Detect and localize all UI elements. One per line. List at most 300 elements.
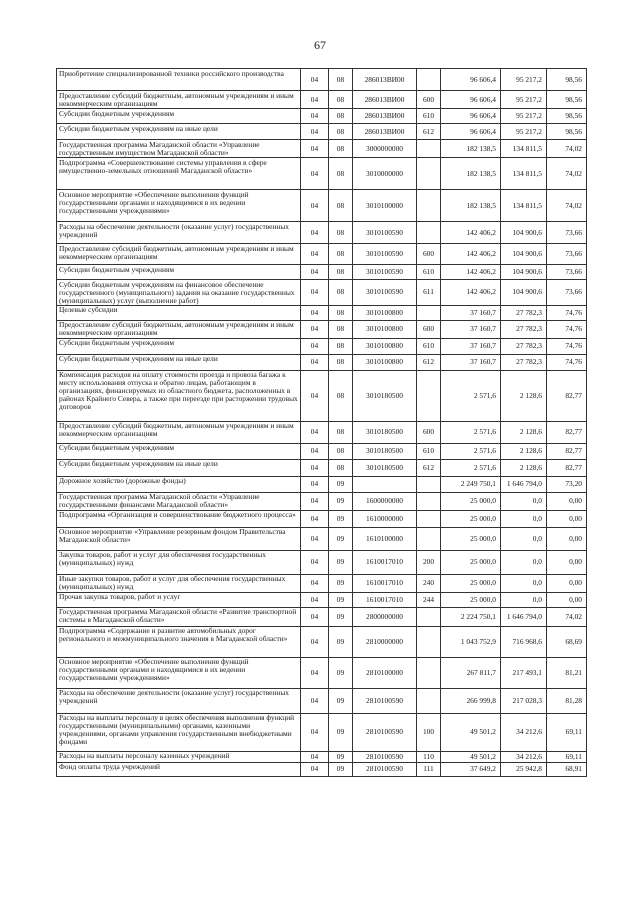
cell-subsection: 09 xyxy=(329,688,353,713)
cell-subsection: 09 xyxy=(329,550,353,574)
cell-name: Расходы на выплаты персоналу в целях обеспечения выполнения функций государственными (муниципальными) органами, казенными учреждениями, органами управления государственными внебюджетными фондами xyxy=(57,713,301,751)
cell-section: 04 xyxy=(301,476,329,492)
table-row xyxy=(57,751,587,762)
cell-subsection: 08 xyxy=(329,338,353,354)
cell-subsection: 08 xyxy=(329,370,353,421)
cell-executed: 27 782,3 xyxy=(501,305,547,320)
cell-planned: 142 406,2 xyxy=(441,265,501,280)
cell-planned: 25 000,0 xyxy=(441,574,501,592)
cell-subsection: 09 xyxy=(329,476,353,492)
cell-planned: 2 571,6 xyxy=(441,370,501,421)
cell-percent: 73,66 xyxy=(547,244,587,265)
cell-planned: 2 571,6 xyxy=(441,443,501,459)
cell-target-article: 2810100590 xyxy=(353,688,417,713)
cell-section: 04 xyxy=(301,222,329,244)
cell-name: Подпрограмма «Совершенствование системы управления в сфере имущественно-земельных отношений Магаданской области» xyxy=(57,158,301,190)
cell-expense-type: 611 xyxy=(417,280,441,306)
cell-target-article: 3010100590 xyxy=(353,280,417,306)
cell-section: 04 xyxy=(301,354,329,370)
cell-expense-type xyxy=(417,527,441,550)
cell-executed: 27 782,3 xyxy=(501,354,547,370)
cell-percent: 74,02 xyxy=(547,190,587,222)
budget-table xyxy=(56,68,587,777)
cell-executed: 134 811,5 xyxy=(501,158,547,190)
cell-subsection: 08 xyxy=(329,354,353,370)
table-row xyxy=(57,527,587,550)
table-row xyxy=(57,688,587,713)
cell-section: 04 xyxy=(301,713,329,751)
cell-planned: 96 606,4 xyxy=(441,109,501,124)
cell-executed: 34 212,6 xyxy=(501,751,547,762)
cell-name: Государственная программа Магаданской области «Развитие транспортной системы в Магаданской области» xyxy=(57,607,301,626)
cell-expense-type: 600 xyxy=(417,91,441,109)
cell-name: Закупка товаров, работ и услуг для обеспечения государственных (муниципальных) нужд xyxy=(57,550,301,574)
cell-subsection: 09 xyxy=(329,626,353,657)
cell-executed: 1 646 794,0 xyxy=(501,607,547,626)
cell-expense-type xyxy=(417,158,441,190)
cell-target-article: 286013ВИ00 xyxy=(353,91,417,109)
cell-target-article: 3010100800 xyxy=(353,305,417,320)
cell-expense-type: 610 xyxy=(417,109,441,124)
cell-target-article: 286013ВИ00 xyxy=(353,109,417,124)
cell-target-article: 3010100590 xyxy=(353,222,417,244)
cell-target-article: 3010100590 xyxy=(353,265,417,280)
cell-executed: 27 782,3 xyxy=(501,320,547,338)
cell-percent: 0,00 xyxy=(547,492,587,510)
cell-planned: 96 606,4 xyxy=(441,91,501,109)
cell-name: Подпрограмма «Содержание и развитие автомобильных дорог регионального и межмуниципального значения в Магаданской области» xyxy=(57,626,301,657)
cell-planned: 37 160,7 xyxy=(441,320,501,338)
cell-subsection: 08 xyxy=(329,265,353,280)
cell-target-article: 2810000000 xyxy=(353,626,417,657)
cell-subsection: 09 xyxy=(329,574,353,592)
cell-percent: 74,02 xyxy=(547,140,587,158)
cell-subsection: 09 xyxy=(329,762,353,776)
cell-executed: 2 128,6 xyxy=(501,370,547,421)
cell-percent: 81,28 xyxy=(547,688,587,713)
cell-executed: 217 493,1 xyxy=(501,657,547,688)
cell-percent: 74,76 xyxy=(547,338,587,354)
table-row xyxy=(57,305,587,320)
cell-section: 04 xyxy=(301,607,329,626)
cell-subsection: 08 xyxy=(329,443,353,459)
cell-name: Дорожное хозяйство (дорожные фонды) xyxy=(57,476,301,492)
cell-percent: 74,76 xyxy=(547,305,587,320)
cell-section: 04 xyxy=(301,527,329,550)
cell-expense-type xyxy=(417,222,441,244)
cell-subsection: 08 xyxy=(329,140,353,158)
cell-expense-type: 100 xyxy=(417,713,441,751)
cell-target-article: 3010100800 xyxy=(353,354,417,370)
cell-name: Субсидии бюджетным учреждениям xyxy=(57,109,301,124)
cell-percent: 98,56 xyxy=(547,91,587,109)
cell-executed: 716 968,6 xyxy=(501,626,547,657)
cell-name: Субсидии бюджетным учреждениям xyxy=(57,443,301,459)
cell-target-article xyxy=(353,476,417,492)
cell-executed: 104 900,6 xyxy=(501,244,547,265)
cell-subsection: 09 xyxy=(329,492,353,510)
cell-section: 04 xyxy=(301,688,329,713)
cell-percent: 74,76 xyxy=(547,320,587,338)
cell-expense-type: 240 xyxy=(417,574,441,592)
cell-percent: 68,69 xyxy=(547,626,587,657)
table-row xyxy=(57,109,587,124)
cell-percent: 98,56 xyxy=(547,109,587,124)
cell-planned: 182 138,5 xyxy=(441,158,501,190)
table-row xyxy=(57,550,587,574)
table-row xyxy=(57,421,587,443)
cell-section: 04 xyxy=(301,574,329,592)
cell-section: 04 xyxy=(301,265,329,280)
cell-target-article: 3010180500 xyxy=(353,459,417,476)
cell-expense-type xyxy=(417,510,441,527)
table-row xyxy=(57,320,587,338)
cell-executed: 2 128,6 xyxy=(501,443,547,459)
cell-planned: 142 406,2 xyxy=(441,244,501,265)
cell-subsection: 08 xyxy=(329,91,353,109)
cell-name: Приобретение специализированной техники российского производства xyxy=(57,69,301,91)
cell-expense-type: 612 xyxy=(417,354,441,370)
cell-expense-type: 610 xyxy=(417,443,441,459)
cell-section: 04 xyxy=(301,762,329,776)
cell-subsection: 08 xyxy=(329,421,353,443)
cell-percent: 73,66 xyxy=(547,222,587,244)
table-row xyxy=(57,492,587,510)
cell-planned: 182 138,5 xyxy=(441,190,501,222)
cell-percent: 0,00 xyxy=(547,574,587,592)
cell-subsection: 08 xyxy=(329,244,353,265)
cell-subsection: 09 xyxy=(329,592,353,607)
cell-percent: 82,77 xyxy=(547,421,587,443)
cell-expense-type: 600 xyxy=(417,421,441,443)
cell-executed: 2 128,6 xyxy=(501,459,547,476)
cell-target-article: 1610017010 xyxy=(353,550,417,574)
cell-name: Государственная программа Магаданской области «Управление государственными финансами Магаданской области» xyxy=(57,492,301,510)
table-row xyxy=(57,592,587,607)
cell-section: 04 xyxy=(301,305,329,320)
cell-target-article: 3010100590 xyxy=(353,244,417,265)
cell-name: Фонд оплаты труда учреждений xyxy=(57,762,301,776)
cell-section: 04 xyxy=(301,459,329,476)
cell-target-article: 3010180500 xyxy=(353,443,417,459)
cell-section: 04 xyxy=(301,69,329,91)
cell-planned: 37 160,7 xyxy=(441,338,501,354)
cell-percent: 98,56 xyxy=(547,69,587,91)
cell-section: 04 xyxy=(301,109,329,124)
cell-expense-type: 110 xyxy=(417,751,441,762)
cell-expense-type: 610 xyxy=(417,265,441,280)
cell-section: 04 xyxy=(301,244,329,265)
cell-expense-type xyxy=(417,190,441,222)
cell-percent: 68,91 xyxy=(547,762,587,776)
cell-executed: 104 900,6 xyxy=(501,280,547,306)
table-row xyxy=(57,158,587,190)
cell-executed: 27 782,3 xyxy=(501,338,547,354)
cell-percent: 69,11 xyxy=(547,751,587,762)
cell-name: Основное мероприятие «Обеспечение выполнения функций государственными органами и находящимися в их ведении государственными учреждениями» xyxy=(57,190,301,222)
cell-percent: 74,02 xyxy=(547,158,587,190)
table-row xyxy=(57,476,587,492)
cell-percent: 98,56 xyxy=(547,124,587,140)
cell-percent: 82,77 xyxy=(547,459,587,476)
cell-percent: 73,66 xyxy=(547,265,587,280)
cell-target-article: 1600000000 xyxy=(353,492,417,510)
cell-name: Субсидии бюджетным учреждениям xyxy=(57,338,301,354)
cell-target-article: 1610000000 xyxy=(353,510,417,527)
cell-planned: 25 000,0 xyxy=(441,527,501,550)
table-row xyxy=(57,354,587,370)
cell-planned: 266 999,8 xyxy=(441,688,501,713)
cell-planned: 49 501,2 xyxy=(441,751,501,762)
cell-section: 04 xyxy=(301,421,329,443)
cell-section: 04 xyxy=(301,550,329,574)
cell-name: Расходы на обеспечение деятельности (оказание услуг) государственных учреждений xyxy=(57,222,301,244)
cell-percent: 0,00 xyxy=(547,592,587,607)
cell-target-article: 2810100590 xyxy=(353,762,417,776)
cell-subsection: 08 xyxy=(329,305,353,320)
cell-expense-type: 600 xyxy=(417,320,441,338)
cell-planned: 96 606,4 xyxy=(441,124,501,140)
cell-executed: 0,0 xyxy=(501,550,547,574)
cell-executed: 134 811,5 xyxy=(501,140,547,158)
cell-subsection: 09 xyxy=(329,607,353,626)
page-number: 67 xyxy=(314,38,326,52)
cell-section: 04 xyxy=(301,370,329,421)
cell-name: Предоставление субсидий бюджетным, автономным учреждениям и иным некоммерческим организациям xyxy=(57,244,301,265)
cell-target-article: 3010000000 xyxy=(353,158,417,190)
cell-planned: 2 571,6 xyxy=(441,459,501,476)
table-row xyxy=(57,140,587,158)
table-row xyxy=(57,69,587,91)
cell-section: 04 xyxy=(301,443,329,459)
cell-executed: 1 646 794,0 xyxy=(501,476,547,492)
cell-name: Расходы на обеспечение деятельности (оказание услуг) государственных учреждений xyxy=(57,688,301,713)
cell-percent: 73,20 xyxy=(547,476,587,492)
cell-name: Иные закупки товаров, работ и услуг для обеспечения государственных (муниципальных) нужд xyxy=(57,574,301,592)
table-row xyxy=(57,244,587,265)
cell-planned: 37 160,7 xyxy=(441,305,501,320)
cell-percent: 0,00 xyxy=(547,527,587,550)
table-row xyxy=(57,459,587,476)
cell-percent: 74,02 xyxy=(547,607,587,626)
cell-expense-type xyxy=(417,476,441,492)
cell-target-article: 2810100590 xyxy=(353,713,417,751)
table-row xyxy=(57,657,587,688)
table-row xyxy=(57,626,587,657)
cell-planned: 37 649,2 xyxy=(441,762,501,776)
cell-subsection: 08 xyxy=(329,280,353,306)
cell-section: 04 xyxy=(301,338,329,354)
cell-name: Субсидии бюджетным учреждениям на финансовое обеспечение государственного (муниципального) задания на оказание государственных (муниципальных) услуг (выполнение работ) xyxy=(57,280,301,306)
table-row xyxy=(57,265,587,280)
cell-subsection: 08 xyxy=(329,190,353,222)
cell-expense-type: 612 xyxy=(417,124,441,140)
cell-executed: 95 217,2 xyxy=(501,91,547,109)
cell-planned: 2 571,6 xyxy=(441,421,501,443)
cell-name: Государственная программа Магаданской области «Управление государственным имуществом Магаданской области» xyxy=(57,140,301,158)
cell-planned: 25 000,0 xyxy=(441,492,501,510)
cell-executed: 0,0 xyxy=(501,527,547,550)
cell-executed: 134 811,5 xyxy=(501,190,547,222)
cell-percent: 82,77 xyxy=(547,443,587,459)
cell-name: Предоставление субсидий бюджетным, автономным учреждениям и иным некоммерческим организациям xyxy=(57,320,301,338)
cell-planned: 142 406,2 xyxy=(441,222,501,244)
cell-executed: 0,0 xyxy=(501,510,547,527)
cell-name: Подпрограмма «Организация и совершенствование бюджетного процесса» xyxy=(57,510,301,527)
cell-planned: 96 606,4 xyxy=(441,69,501,91)
cell-executed: 95 217,2 xyxy=(501,124,547,140)
cell-executed: 104 900,6 xyxy=(501,265,547,280)
cell-name: Субсидии бюджетным учреждениям на иные цели xyxy=(57,459,301,476)
table-row xyxy=(57,124,587,140)
cell-section: 04 xyxy=(301,320,329,338)
cell-expense-type: 111 xyxy=(417,762,441,776)
cell-planned: 37 160,7 xyxy=(441,354,501,370)
cell-planned: 182 138,5 xyxy=(441,140,501,158)
cell-expense-type xyxy=(417,657,441,688)
cell-planned: 1 043 752,9 xyxy=(441,626,501,657)
cell-target-article: 286013ВИ00 xyxy=(353,69,417,91)
cell-expense-type: 610 xyxy=(417,338,441,354)
cell-subsection: 08 xyxy=(329,69,353,91)
cell-section: 04 xyxy=(301,91,329,109)
cell-executed: 0,0 xyxy=(501,574,547,592)
cell-expense-type xyxy=(417,370,441,421)
cell-expense-type: 200 xyxy=(417,550,441,574)
cell-percent: 69,11 xyxy=(547,713,587,751)
cell-expense-type xyxy=(417,305,441,320)
cell-target-article: 286013ВИ00 xyxy=(353,124,417,140)
cell-expense-type xyxy=(417,607,441,626)
cell-expense-type: 600 xyxy=(417,244,441,265)
cell-name: Предоставление субсидий бюджетным, автономным учреждениям и иным некоммерческим организациям xyxy=(57,91,301,109)
cell-subsection: 09 xyxy=(329,510,353,527)
table-row xyxy=(57,607,587,626)
table-row xyxy=(57,190,587,222)
cell-target-article: 2800000000 xyxy=(353,607,417,626)
cell-section: 04 xyxy=(301,626,329,657)
cell-planned: 2 249 750,1 xyxy=(441,476,501,492)
cell-target-article: 1610100000 xyxy=(353,527,417,550)
cell-executed: 0,0 xyxy=(501,492,547,510)
table-row xyxy=(57,222,587,244)
cell-planned: 142 406,2 xyxy=(441,280,501,306)
table-body xyxy=(57,69,587,777)
cell-executed: 25 942,8 xyxy=(501,762,547,776)
cell-name: Предоставление субсидий бюджетным, автономным учреждениям и иным некоммерческим организациям xyxy=(57,421,301,443)
cell-target-article: 2810100000 xyxy=(353,657,417,688)
cell-target-article: 1610017010 xyxy=(353,574,417,592)
cell-target-article: 1610017010 xyxy=(353,592,417,607)
cell-subsection: 09 xyxy=(329,751,353,762)
cell-subsection: 08 xyxy=(329,109,353,124)
cell-expense-type: 244 xyxy=(417,592,441,607)
cell-name: Расходы на выплаты персоналу казенных учреждений xyxy=(57,751,301,762)
cell-executed: 95 217,2 xyxy=(501,109,547,124)
cell-planned: 25 000,0 xyxy=(441,550,501,574)
cell-subsection: 08 xyxy=(329,124,353,140)
table-row xyxy=(57,91,587,109)
cell-planned: 2 224 750,1 xyxy=(441,607,501,626)
cell-section: 04 xyxy=(301,657,329,688)
cell-target-article: 3010180500 xyxy=(353,370,417,421)
cell-section: 04 xyxy=(301,158,329,190)
table-row xyxy=(57,370,587,421)
cell-target-article: 3010100800 xyxy=(353,338,417,354)
cell-target-article: 2810100590 xyxy=(353,751,417,762)
cell-expense-type xyxy=(417,626,441,657)
cell-target-article: 3000000000 xyxy=(353,140,417,158)
cell-subsection: 08 xyxy=(329,222,353,244)
cell-name: Целевые субсидии xyxy=(57,305,301,320)
cell-executed: 34 212,6 xyxy=(501,713,547,751)
cell-percent: 73,66 xyxy=(547,280,587,306)
cell-name: Прочая закупка товаров, работ и услуг xyxy=(57,592,301,607)
cell-section: 04 xyxy=(301,140,329,158)
cell-name: Основное мероприятие «Управление резервным фондом Правительства Магаданской области» xyxy=(57,527,301,550)
cell-target-article: 3010180500 xyxy=(353,421,417,443)
cell-executed: 0,0 xyxy=(501,592,547,607)
cell-section: 04 xyxy=(301,492,329,510)
table-row xyxy=(57,443,587,459)
table-row xyxy=(57,510,587,527)
cell-subsection: 08 xyxy=(329,158,353,190)
table-row xyxy=(57,762,587,776)
cell-section: 04 xyxy=(301,190,329,222)
cell-expense-type xyxy=(417,688,441,713)
cell-planned: 25 000,0 xyxy=(441,510,501,527)
cell-percent: 74,76 xyxy=(547,354,587,370)
cell-name: Субсидии бюджетным учреждениям на иные цели xyxy=(57,354,301,370)
cell-subsection: 09 xyxy=(329,713,353,751)
cell-name: Компенсация расходов на оплату стоимости проезда и провоза багажа к месту использования отпуска и обратно лицам, работающим в организациях, финансируемых из областного бюджета, расположенных в районах Крайнего Севера, а также при переезде при расторжении трудовых договоров xyxy=(57,370,301,421)
table-row xyxy=(57,338,587,354)
table-row xyxy=(57,713,587,751)
cell-subsection: 09 xyxy=(329,527,353,550)
cell-expense-type: 612 xyxy=(417,459,441,476)
cell-section: 04 xyxy=(301,751,329,762)
cell-subsection: 08 xyxy=(329,320,353,338)
cell-executed: 2 128,6 xyxy=(501,421,547,443)
cell-planned: 25 000,0 xyxy=(441,592,501,607)
cell-expense-type xyxy=(417,492,441,510)
cell-percent: 0,00 xyxy=(547,550,587,574)
cell-name: Субсидии бюджетным учреждениям на иные цели xyxy=(57,124,301,140)
cell-percent: 81,21 xyxy=(547,657,587,688)
cell-section: 04 xyxy=(301,592,329,607)
cell-executed: 104 900,6 xyxy=(501,222,547,244)
cell-section: 04 xyxy=(301,124,329,140)
cell-target-article: 3010100000 xyxy=(353,190,417,222)
cell-executed: 95 217,2 xyxy=(501,69,547,91)
cell-planned: 267 811,7 xyxy=(441,657,501,688)
cell-subsection: 08 xyxy=(329,459,353,476)
cell-percent: 0,00 xyxy=(547,510,587,527)
cell-percent: 82,77 xyxy=(547,370,587,421)
cell-name: Субсидии бюджетным учреждениям xyxy=(57,265,301,280)
cell-executed: 217 028,3 xyxy=(501,688,547,713)
cell-expense-type xyxy=(417,140,441,158)
cell-planned: 49 501,2 xyxy=(441,713,501,751)
cell-section: 04 xyxy=(301,280,329,306)
table-row xyxy=(57,280,587,306)
table-row xyxy=(57,574,587,592)
cell-target-article: 3010100800 xyxy=(353,320,417,338)
cell-subsection: 09 xyxy=(329,657,353,688)
cell-section: 04 xyxy=(301,510,329,527)
cell-name: Основное мероприятие «Обеспечение выполнения функций государственными органами и находящимися в их ведении государственными учреждениями» xyxy=(57,657,301,688)
cell-expense-type xyxy=(417,69,441,91)
